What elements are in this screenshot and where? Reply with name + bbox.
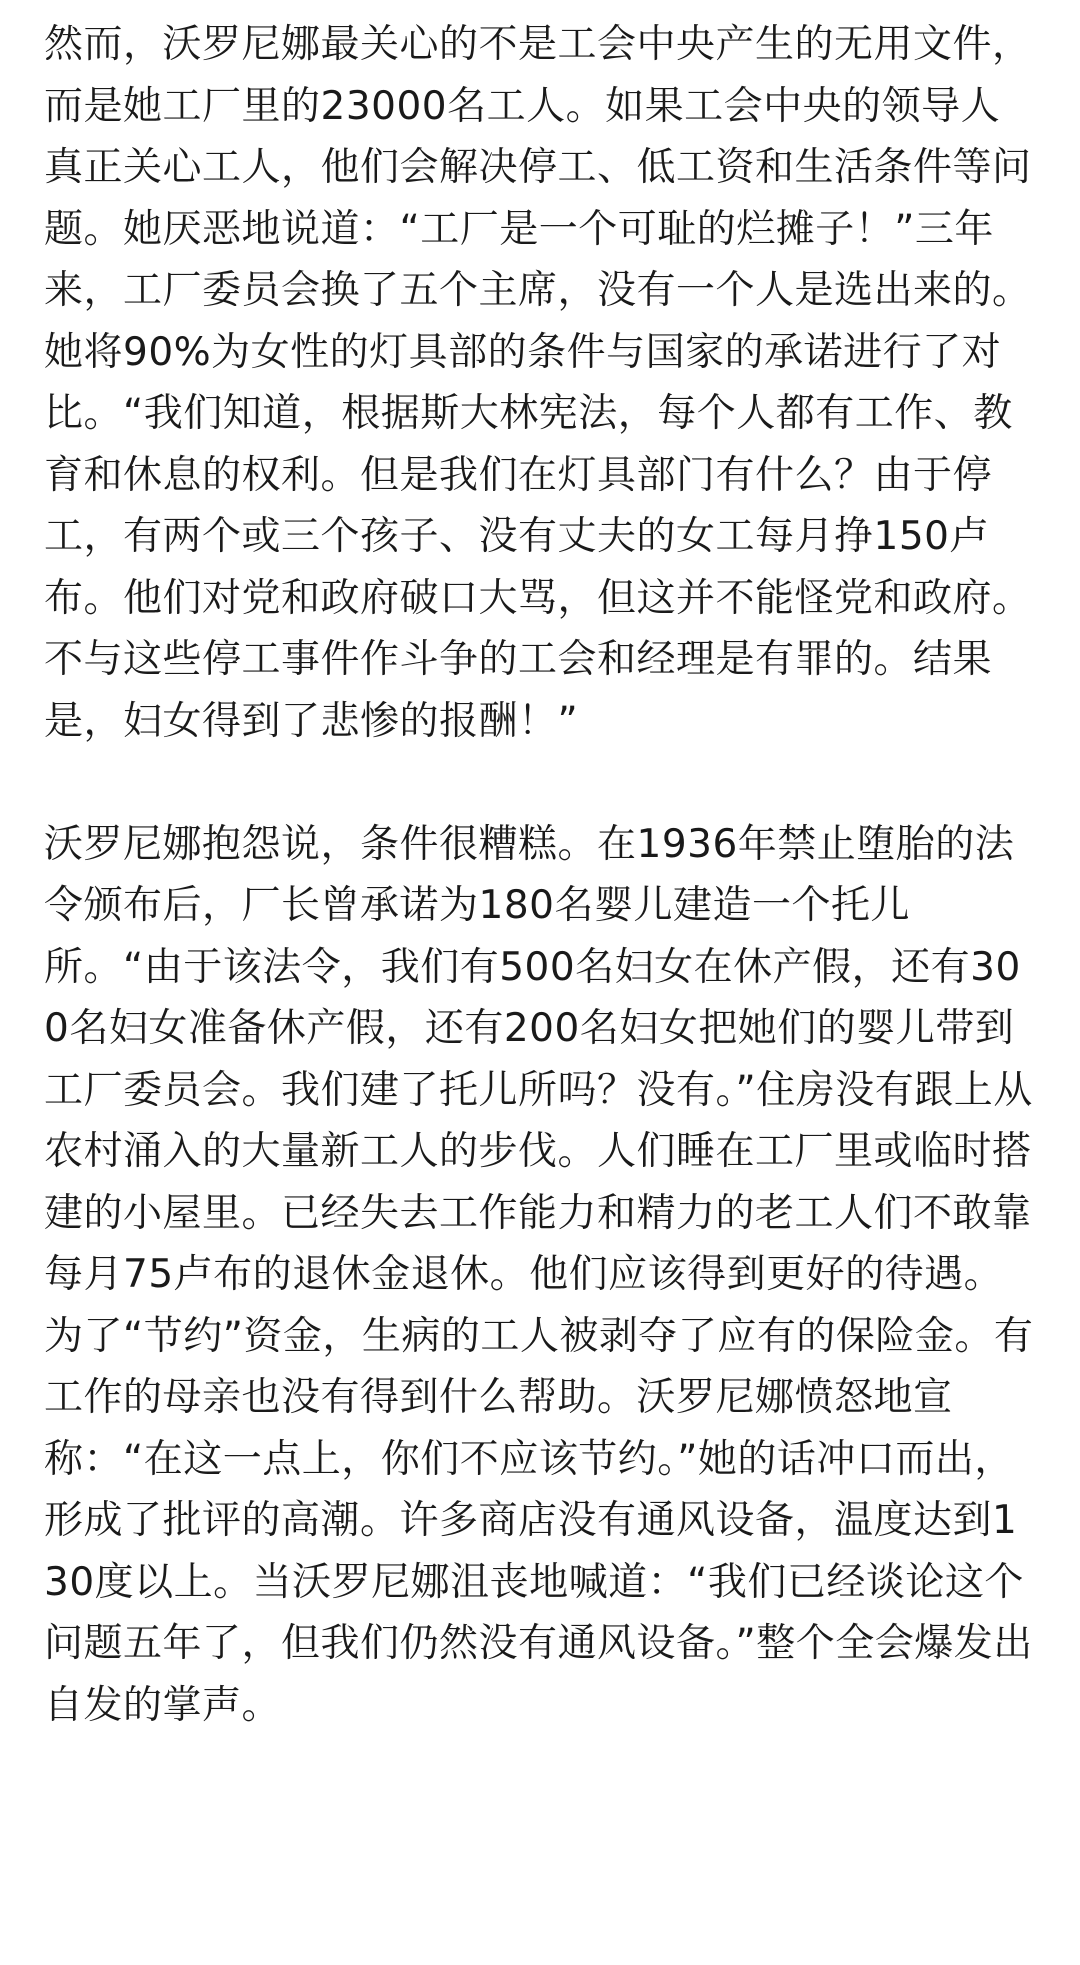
- article-paragraph-1: 然而，沃罗尼娜最关心的不是工会中央产生的无用文件，而是她工厂里的23000名工人。如果工会中央的领导人真正关心工人，他们会解决停工、低工资和生活条件等问题。她厌恶地说道：“工厂是一个可耻的烂摊子！”三年来，工厂委员会换了五个主席，没有一个人是选出来的。她将90%为女性的灯具部的条件与国家的承诺进行了对比。“我们知道，根据斯大林宪法，每个人都有工作、教育和休息的权利。但是我们在灯具部门有什么？由于停工，有两个或三个孩子、没有丈夫的女工每月挣150卢布。他们对党和政府破口大骂，但这并不能怪党和政府。不与这些停工事件作斗争的工会和经理是有罪的。结果是，妇女得到了悲惨的报酬！”: [44, 22, 1032, 744]
- article-paragraph-2: 沃罗尼娜抱怨说，条件很糟糕。在1936年禁止堕胎的法令颁布后，厂长曾承诺为180名婴儿建造一个托儿所。“由于该法令，我们有500名妇女在休产假，还有300名妇女准备休产假，还有200名妇女把她们的婴儿带到工厂委员会。我们建了托儿所吗？没有。”住房没有跟上从农村涌入的大量新工人的步伐。人们睡在工厂里或临时搭建的小屋里。已经失去工作能力和精力的老工人们不敢靠每月75卢布的退休金退休。他们应该得到更好的待遇。为了“节约”资金，生病的工人被剥夺了应有的保险金。有工作的母亲也没有得到什么帮助。沃罗尼娜愤怒地宣称：“在这一点上，你们不应该节约。”她的话冲口而出，形成了批评的高潮。许多商店没有通风设备，温度达到130度以上。当沃罗尼娜沮丧地喊道：“我们已经谈论这个问题五年了，但我们仍然没有通风设备。”整个全会爆发出自发的掌声。: [44, 821, 1034, 1728]
